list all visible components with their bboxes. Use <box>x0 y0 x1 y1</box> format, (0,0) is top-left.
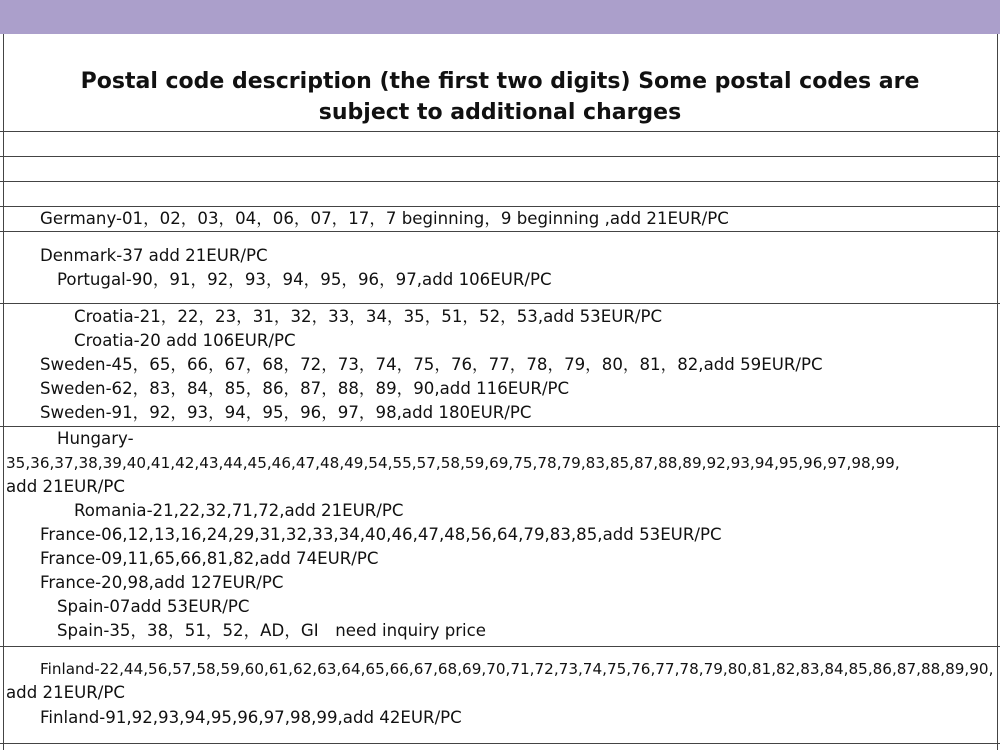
list-item: 35,36,37,38,39,40,41,42,43,44,45,46,47,48,49,54,55,57,58,59,69,75,78,79,83,85,87,88,89,92,93,94,95,96,97,98,99, <box>6 454 900 472</box>
grid-vline-right <box>997 34 998 750</box>
list-item: France-20,98,add 127EUR/PC <box>40 573 284 592</box>
list-item: Hungary- <box>57 429 134 448</box>
list-item: Spain-07add 53EUR/PC <box>57 597 250 616</box>
list-item: Finland-91,92,93,94,95,96,97,98,99,add 42EUR/PC <box>40 708 462 727</box>
list-item: France-09,11,65,66,81,82,add 74EUR/PC <box>40 549 379 568</box>
list-item: Denmark-37 add 21EUR/PC <box>40 246 268 265</box>
page-title: Postal code description (the first two digits) Some postal codes are subject to additional charges <box>80 69 920 125</box>
grid-hline <box>0 131 1000 132</box>
list-item: Croatia-21，22，23，31，32，33，34，35，51，52，53,add 53EUR/PC <box>74 307 663 326</box>
list-item: Portugal-90，91，92，93，94，95，96，97,add 106EUR/PC <box>57 270 552 289</box>
grid-vline-left <box>3 34 4 750</box>
grid-hline <box>0 303 1000 304</box>
grid-hline <box>0 206 1000 207</box>
list-item: Germany-01，02，03，04，06，07，17，7 beginning，9 beginning ,add 21EUR/PC <box>40 209 729 228</box>
header-bar <box>0 0 1000 34</box>
list-item: Spain-35，38，51，52，AD，GI need inquiry price <box>57 621 486 640</box>
grid-hline <box>0 181 1000 182</box>
list-item: Finland-22,44,56,57,58,59,60,61,62,63,64,65,66,67,68,69,70,71,72,73,74,75,76,77,78,79,80,81,82,83,84,85,86,87,88,89,90, <box>40 660 994 678</box>
grid-hline <box>0 646 1000 647</box>
list-item: Sweden-62，83，84，85，86，87，88，89，90,add 116EUR/PC <box>40 379 570 398</box>
list-item: Romania-21,22,32,71,72,add 21EUR/PC <box>74 501 404 520</box>
list-item: add 21EUR/PC <box>6 683 125 702</box>
grid-hline <box>0 743 1000 744</box>
grid-hline <box>0 426 1000 427</box>
grid-hline <box>0 156 1000 157</box>
list-item: France-06,12,13,16,24,29,31,32,33,34,40,46,47,48,56,64,79,83,85,add 53EUR/PC <box>40 525 722 544</box>
grid-hline <box>0 231 1000 232</box>
list-item: Sweden-45，65，66，67，68，72，73，74，75，76，77，78，79，80，81，82,add 59EUR/PC <box>40 355 823 374</box>
list-item: Sweden-91，92，93，94，95，96，97，98,add 180EUR/PC <box>40 403 532 422</box>
list-item: Croatia-20 add 106EUR/PC <box>74 331 296 350</box>
list-item: add 21EUR/PC <box>6 477 125 496</box>
